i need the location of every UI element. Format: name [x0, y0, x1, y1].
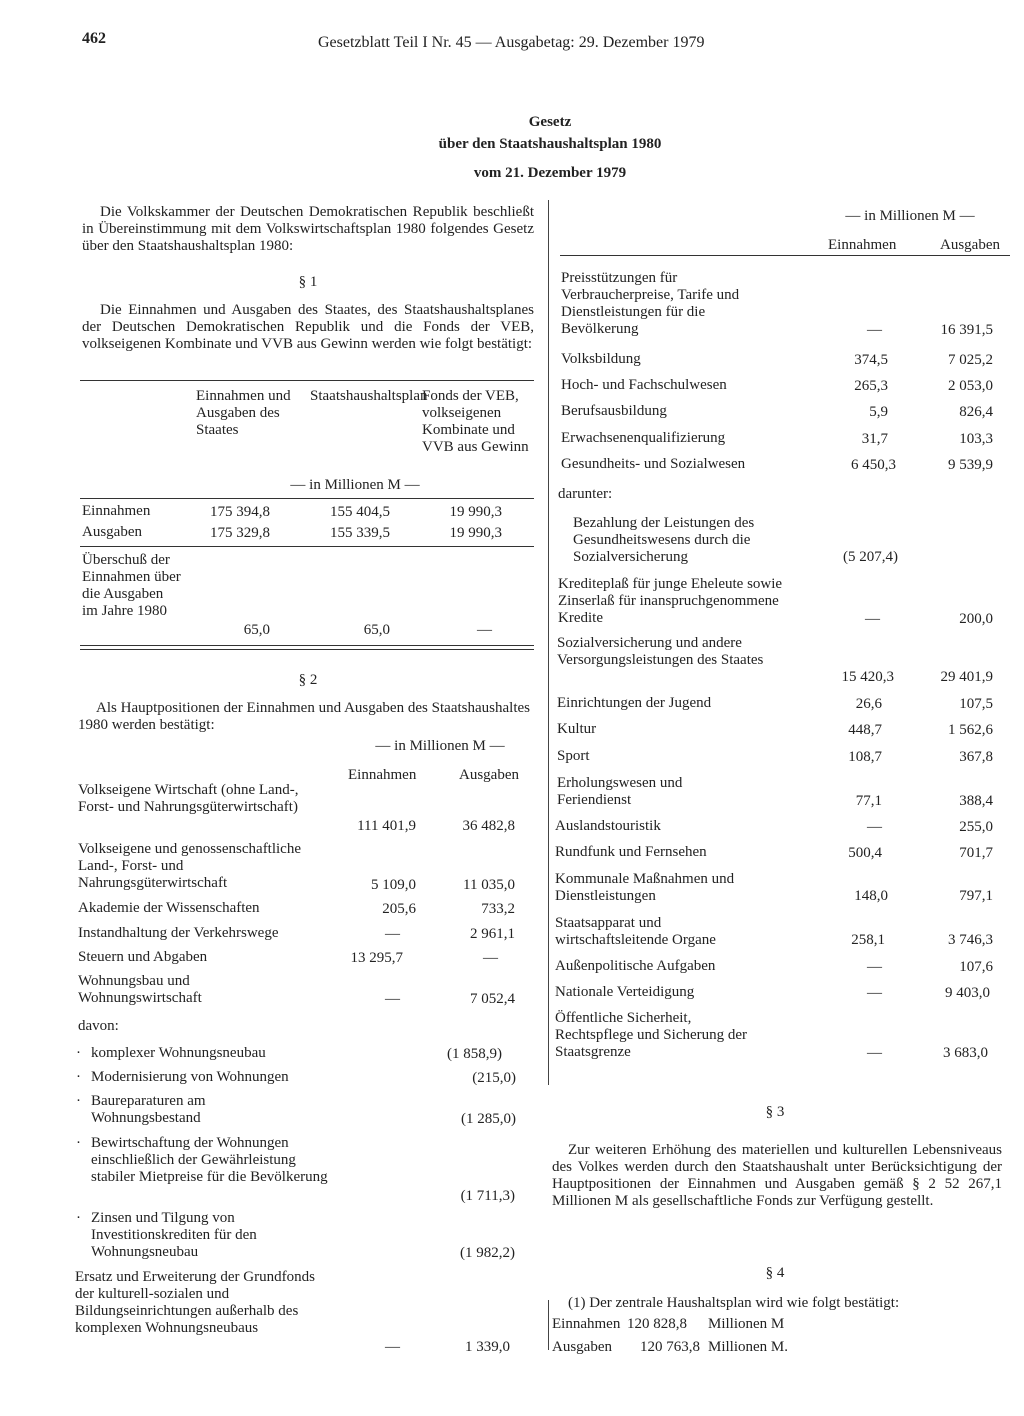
table2-row-label: Steuern und Abgaben: [78, 949, 208, 965]
table2-cell: —: [483, 950, 498, 966]
table2-unit: — in Millionen M —: [375, 738, 505, 754]
section-1-heading: § 1: [298, 274, 318, 290]
sub-row-value: (1 982,2): [460, 1245, 515, 1261]
section-4-text: (1) Der zentrale Haushaltsplan wird wie folgt bestätigt:: [568, 1295, 900, 1311]
table2-row-label: Sport: [557, 748, 590, 764]
table2-cell: 2 961,1: [470, 926, 515, 942]
table2-cell: 733,2: [481, 901, 515, 917]
table2-cell: 3 746,3: [948, 932, 993, 948]
table2-cell: 9 539,9: [948, 457, 993, 473]
ersatz-label: Ersatz und Erweiterung der Grundfonds der kulturell-sozialen und Bildungseinrichtungen außerhalb des komplexen Wohnungsneubaus: [75, 1269, 315, 1336]
table2-cell: 1 562,6: [948, 722, 993, 738]
section-2-text: Als Hauptpositionen der Einnahmen und Ausgaben des Staatshaushaltes 1980 werden bestätigt:: [78, 700, 530, 733]
table2-cell: —: [867, 819, 882, 835]
table2-row-label: Volkseigene Wirtschaft (ohne Land-, Forst- und Nahrungsgüterwirtschaft): [78, 782, 299, 815]
sub-row-label: Modernisierung von Wohnungen: [91, 1069, 289, 1085]
table2-cell: —: [867, 1045, 882, 1061]
table2-cell: 388,4: [959, 793, 993, 809]
table2-row-label: Volksbildung: [561, 351, 641, 367]
table2-cell: 448,7: [848, 722, 882, 738]
table1-cell: 155 339,5: [330, 525, 390, 541]
darunter-label: darunter:: [558, 486, 613, 502]
table2-row-label: Rundfunk und Fernsehen: [555, 844, 707, 860]
s4-in-unit: Millionen M: [708, 1316, 785, 1332]
table2-cell: 15 420,3: [841, 669, 894, 685]
column-divider-lower: [548, 1300, 549, 1350]
section-3-heading: § 3: [765, 1104, 785, 1120]
page-number: 462: [82, 30, 106, 47]
table2-row-label: Erholungswesen und Feriendienst: [557, 775, 683, 808]
davon-label: davon:: [78, 1018, 119, 1034]
bullet: ·: [76, 1069, 81, 1085]
sub-row-label: Zinsen und Tilgung von Investitionskrediten für den Wohnungsneubau: [91, 1210, 257, 1260]
table2-row-label: Erwachsenenqualifizierung: [561, 430, 726, 446]
table2-row-label: Berufsausbildung: [561, 403, 667, 419]
section-1-text: Die Einnahmen und Ausgaben des Staates, des Staatshaushaltsplanes der Deutschen Demokratischen Republik und die Fonds der VEB, volkseigenen Kombinate und VVB aus Gewinn werden wie folgt bestätigt:: [82, 302, 534, 352]
table2-cell: —: [867, 959, 882, 975]
table2-cell: 107,6: [959, 959, 993, 975]
table2-cell: 2 053,0: [948, 378, 993, 394]
table2-cell: (5 207,4): [843, 549, 898, 565]
table2-cell: 13 295,7: [350, 950, 403, 966]
table2-cell: 258,1: [851, 932, 885, 948]
table2-cell: 7 052,4: [470, 991, 515, 1007]
s4-out-unit: Millionen M.: [708, 1339, 789, 1355]
table1-top-rule: [80, 380, 534, 381]
table2-cell: 255,0: [959, 819, 993, 835]
table1-cell: 175 329,8: [210, 525, 270, 541]
table1-row-label: Überschuß der Einnahmen über die Ausgaben im Jahre 1980: [82, 552, 181, 619]
s4-out-value: 120 763,8: [640, 1339, 700, 1355]
section-4-heading: § 4: [765, 1265, 785, 1281]
table2-cell: —: [385, 991, 400, 1007]
table2-cell: —: [385, 926, 400, 942]
table1-row-label: Ausgaben: [82, 524, 142, 540]
table1-cell: 65,0: [243, 622, 270, 638]
table2-row-label: Bezahlung der Leistungen des Gesundheitswesens durch die Sozialversicherung: [573, 515, 755, 565]
sub-row-value: (1 711,3): [460, 1188, 515, 1204]
table2-cell: 6 450,3: [851, 457, 896, 473]
s4-in-label: Einnahmen: [552, 1316, 621, 1332]
table2-row-label: Sozialversicherung und andere Versorgungsleistungen des Staates: [557, 635, 764, 668]
sub-row-label: Baureparaturen am Wohnungsbestand: [91, 1093, 206, 1126]
table2-row-label: Auslandstouristik: [555, 818, 661, 834]
table2-row-label: Öffentliche Sicherheit, Rechtspflege und Sicherung der Staatsgrenze: [555, 1010, 748, 1060]
table1-unit: — in Millionen M —: [290, 477, 420, 493]
table1-cell: 65,0: [363, 622, 390, 638]
sub-row-value: (1 858,9): [447, 1046, 502, 1062]
table2-row-label: Instandhaltung der Verkehrswege: [78, 925, 279, 941]
table2-cell: 148,0: [854, 888, 888, 904]
table1-col3-header: Fonds der VEB, volkseigenen Kombinate und VVB aus Gewinn: [422, 388, 529, 455]
table1-cell: 155 404,5: [330, 504, 390, 520]
table2-cell: —: [867, 322, 882, 338]
table2-row-label: Außenpolitische Aufgaben: [555, 958, 716, 974]
table2-cell: 11 035,0: [463, 877, 515, 893]
table2-cell: 5 109,0: [371, 877, 416, 893]
table2-cell: 205,6: [382, 901, 416, 917]
table2-cell: 7 025,2: [948, 352, 993, 368]
table2-cell: 108,7: [848, 749, 882, 765]
table2-row-label: Gesundheits- und Sozialwesen: [561, 456, 746, 472]
running-title: Gesetzblatt Teil I Nr. 45 — Ausgabetag: 29. Dezember 1979: [318, 34, 705, 51]
table2-cell: —: [867, 985, 882, 1001]
table2-row-label: Preisstützungen für Verbraucherpreise, Tarife und Dienstleistungen für die Bevölkerung: [561, 270, 740, 337]
table2-cell: 103,3: [959, 431, 993, 447]
bullet: ·: [76, 1210, 81, 1226]
table2-cell: 374,5: [854, 352, 888, 368]
table2-cell: 77,1: [855, 793, 882, 809]
table2-right-col-ausgaben: Ausgaben: [940, 237, 1000, 253]
s4-out-label: Ausgaben: [552, 1339, 612, 1355]
table2-row-label: Einrichtungen der Jugend: [557, 695, 712, 711]
law-title-date: vom 21. Dezember 1979: [473, 165, 627, 181]
table2-row-label: Hoch- und Fachschulwesen: [561, 377, 727, 393]
table2-cell: 31,7: [861, 431, 888, 447]
ersatz-out: 1 339,0: [465, 1339, 510, 1355]
table2-right-unit: — in Millionen M —: [845, 208, 975, 224]
column-divider: [548, 200, 549, 1085]
table1-mid-rule: [80, 546, 534, 547]
table2-row-label: Wohnungsbau und Wohnungswirtschaft: [78, 973, 202, 1006]
table2-col-ausgaben: Ausgaben: [459, 767, 519, 783]
table2-cell: 367,8: [959, 749, 993, 765]
table2-cell: 26,6: [855, 696, 882, 712]
table2-cell: 29 401,9: [940, 669, 993, 685]
table1-cell: 19 990,3: [449, 504, 502, 520]
table2-cell: 16 391,5: [940, 322, 993, 338]
table2-cell: 111 401,9: [357, 818, 416, 834]
table1-cell: 19 990,3: [449, 525, 502, 541]
ersatz-in: —: [385, 1339, 400, 1355]
table2-cell: —: [865, 611, 880, 627]
table2-cell: 200,0: [959, 611, 993, 627]
table1-col2-header: Staatshaushaltsplan: [310, 388, 428, 404]
bullet: ·: [76, 1135, 81, 1151]
table2-row-label: Nationale Verteidigung: [555, 984, 695, 1000]
table2-col-einnahmen: Einnahmen: [348, 767, 417, 783]
table2-cell: 701,7: [959, 845, 993, 861]
table2-cell: 107,5: [959, 696, 993, 712]
table1-cell: —: [477, 622, 492, 638]
table2-cell: 265,3: [854, 378, 888, 394]
law-title-line2: über den Staatshaushaltsplan 1980: [438, 136, 662, 152]
table2-cell: 3 683,0: [943, 1045, 988, 1061]
s4-in-value: 120 828,8: [627, 1316, 687, 1332]
table2-row-label: Volkseigene und genossenschaftliche Land-, Forst- und Nahrungsgüterwirtschaft: [78, 841, 302, 891]
section-3-text: Zur weiteren Erhöhung des materiellen und kulturellen Lebensniveaus des Volkes werden durch den Staatshaushalt unter Berücksichtigung der Hauptpositionen der Einnahmen und Ausgaben gemäß § 2 52 267,1 Millionen M als gesellschaftliche Fonds zur Verfügung gestellt.: [552, 1142, 1002, 1209]
table2-row-label: Kreditерlaß für junge Eheleute sowie Zinserlaß für inanspruchgenommene Kredite: [558, 576, 783, 626]
sub-row-value: (215,0): [472, 1070, 516, 1086]
table2-cell: 5,9: [869, 404, 888, 420]
table2-cell: 9 403,0: [945, 985, 990, 1001]
table1-cell: 175 394,8: [210, 504, 270, 520]
table1-bottom-rule: [80, 649, 534, 650]
table2-cell: 797,1: [959, 888, 993, 904]
table2-cell: 826,4: [959, 404, 993, 420]
table2-row-label: Kommunale Maßnahmen und Dienstleistungen: [555, 871, 735, 904]
law-title-line1: Gesetz: [528, 114, 572, 130]
table2-cell: 36 482,8: [462, 818, 515, 834]
bullet: ·: [76, 1045, 81, 1061]
table2-right-header-rule: [560, 255, 1010, 256]
sub-row-label: komplexer Wohnungsneubau: [91, 1045, 266, 1061]
preamble: Die Volkskammer der Deutschen Demokratischen Republik beschließt in Übereinstimmung mit dem Volkswirtschaftsplan 1980 folgendes Gesetz über den Staatshaushaltsplan 1980:: [82, 204, 534, 254]
bullet: ·: [76, 1093, 81, 1109]
table1-row-label: Einnahmen: [82, 503, 151, 519]
table2-row-label: Akademie der Wissenschaften: [78, 900, 260, 916]
table2-cell: 500,4: [848, 845, 882, 861]
table2-row-label: Kultur: [557, 721, 597, 737]
table1-header-rule: [80, 498, 534, 499]
sub-row-value: (1 285,0): [461, 1111, 516, 1127]
table1-col1-header: Einnahmen und Ausgaben des Staates: [196, 388, 291, 438]
section-2-heading: § 2: [298, 672, 318, 688]
table2-row-label: Staatsapparat und wirtschaftsleitende Organe: [555, 915, 716, 948]
table2-right-col-einnahmen: Einnahmen: [828, 237, 897, 253]
table1-bottom-rule: [80, 645, 534, 646]
sub-row-label: Bewirtschaftung der Wohnungen einschließlich der Gewährleistung stabiler Mietpreise für die Bevölkerung: [91, 1135, 328, 1185]
